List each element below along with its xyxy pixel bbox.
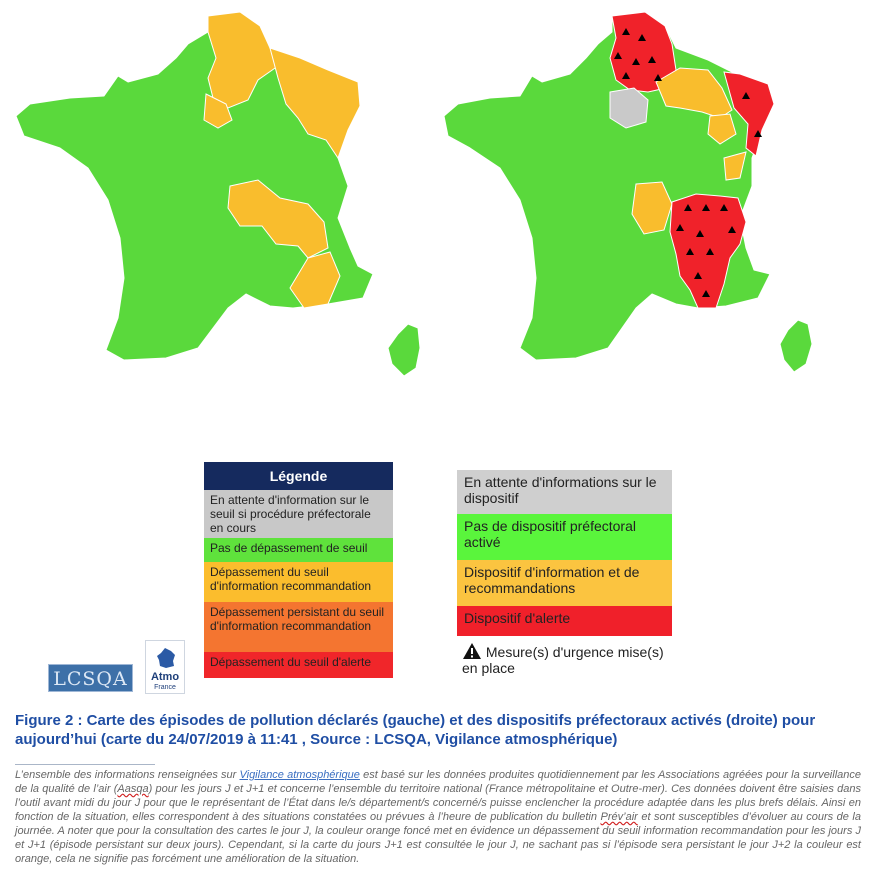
divider	[15, 764, 155, 765]
atmo-logo-text: Atmo	[150, 671, 180, 683]
explanatory-note	[15, 768, 861, 866]
legend-item-info-device: Dispositif d'information et de recommandations	[457, 560, 672, 606]
legend-episodes	[204, 462, 393, 678]
figure-caption: Figure 2 : Carte des épisodes de pollution déclarés (gauche) et des dispositifs préfectoraux activés (droite) pour aujourd’hui (carte du 24/07/2019 à 11:41 , Source : LCSQA, Vigilance atmosphérique)	[15, 712, 816, 748]
note-aasqa: Aasqa	[117, 783, 149, 795]
france-outline-left	[16, 12, 373, 360]
legend-dispositifs	[457, 470, 672, 636]
note-text: et sont susceptibles d’évoluer au cours de la journée. A noter que pour la consultation des cartes le jour J, la couleur orange foncé met en évidence un dépassement du seuil information recommandation pour les jours J et J+1 (épisode persistant sur deux jours). Cependant, si la carte du jours J+1 est consultée le jour J, ne sachant pas si l’épisode sera persistant le jour J+2 la couleur est orange, cela ne signifie pas forcément une amélioration de la situation.	[15, 811, 861, 865]
note-text: est basé sur les données produites quotidiennement par les Associations agréées pour la surveillance de la qualité de l’air (	[15, 769, 861, 795]
legend-title: Légende	[204, 462, 393, 490]
warning-triangle-icon	[462, 642, 482, 660]
atmo-france-logo	[145, 640, 185, 694]
legend-urgence-label: Mesure(s) d'urgence mise(s) en place	[462, 644, 664, 676]
legend-urgence	[462, 642, 672, 676]
france-map-icon	[156, 647, 176, 669]
legend-item-information-threshold: Dépassement du seuil d'information recommandation	[204, 562, 393, 602]
lcsqa-logo: LCSQA	[48, 664, 133, 692]
map-episodes-pollution	[8, 8, 428, 378]
legend-item-alert-threshold: Dépassement du seuil d'alerte	[204, 652, 393, 678]
note-prevair: Prév’air	[600, 811, 638, 823]
atmo-logo-subtext: France	[154, 684, 176, 691]
note-text: L’ensemble des informations renseignées sur	[15, 769, 240, 781]
legend-item-no-device: Pas de dispositif préfectoral activé	[457, 514, 672, 560]
legend-item-waiting: En attente d'information sur le seuil si procédure préfectorale en cours	[204, 490, 393, 538]
corsica-right	[780, 320, 812, 372]
legend-item-pending-info: En attente d'informations sur le dispositif	[457, 470, 672, 514]
legend-item-persistent-threshold: Dépassement persistant du seuil d'information recommandation	[204, 602, 393, 652]
legend-item-no-exceedance: Pas de dépassement de seuil	[204, 538, 393, 562]
france-outline-right	[444, 12, 774, 360]
map-dispositifs-prefectoraux	[440, 8, 870, 378]
note-text: ) pour les jours J et J+1 et concerne l’ensemble du territoire national (France métropolitaine et Outre-mer). Ces données doivent être saisies dans l’outil avant midi du jour J pour que le représentant de l’État dans le/s département/s concerné/s puisse enclencher la procédure adaptée dans les plus brefs délais. Ainsi en fonction de la situation, elles correspondent à des situations constatées ou prévues à l’heure de publication du bulletin	[15, 783, 861, 823]
legend-item-alert-device: Dispositif d'alerte	[457, 606, 672, 636]
corsica-left	[388, 324, 420, 376]
vigilance-link[interactable]: Vigilance atmosphérique	[239, 769, 360, 781]
